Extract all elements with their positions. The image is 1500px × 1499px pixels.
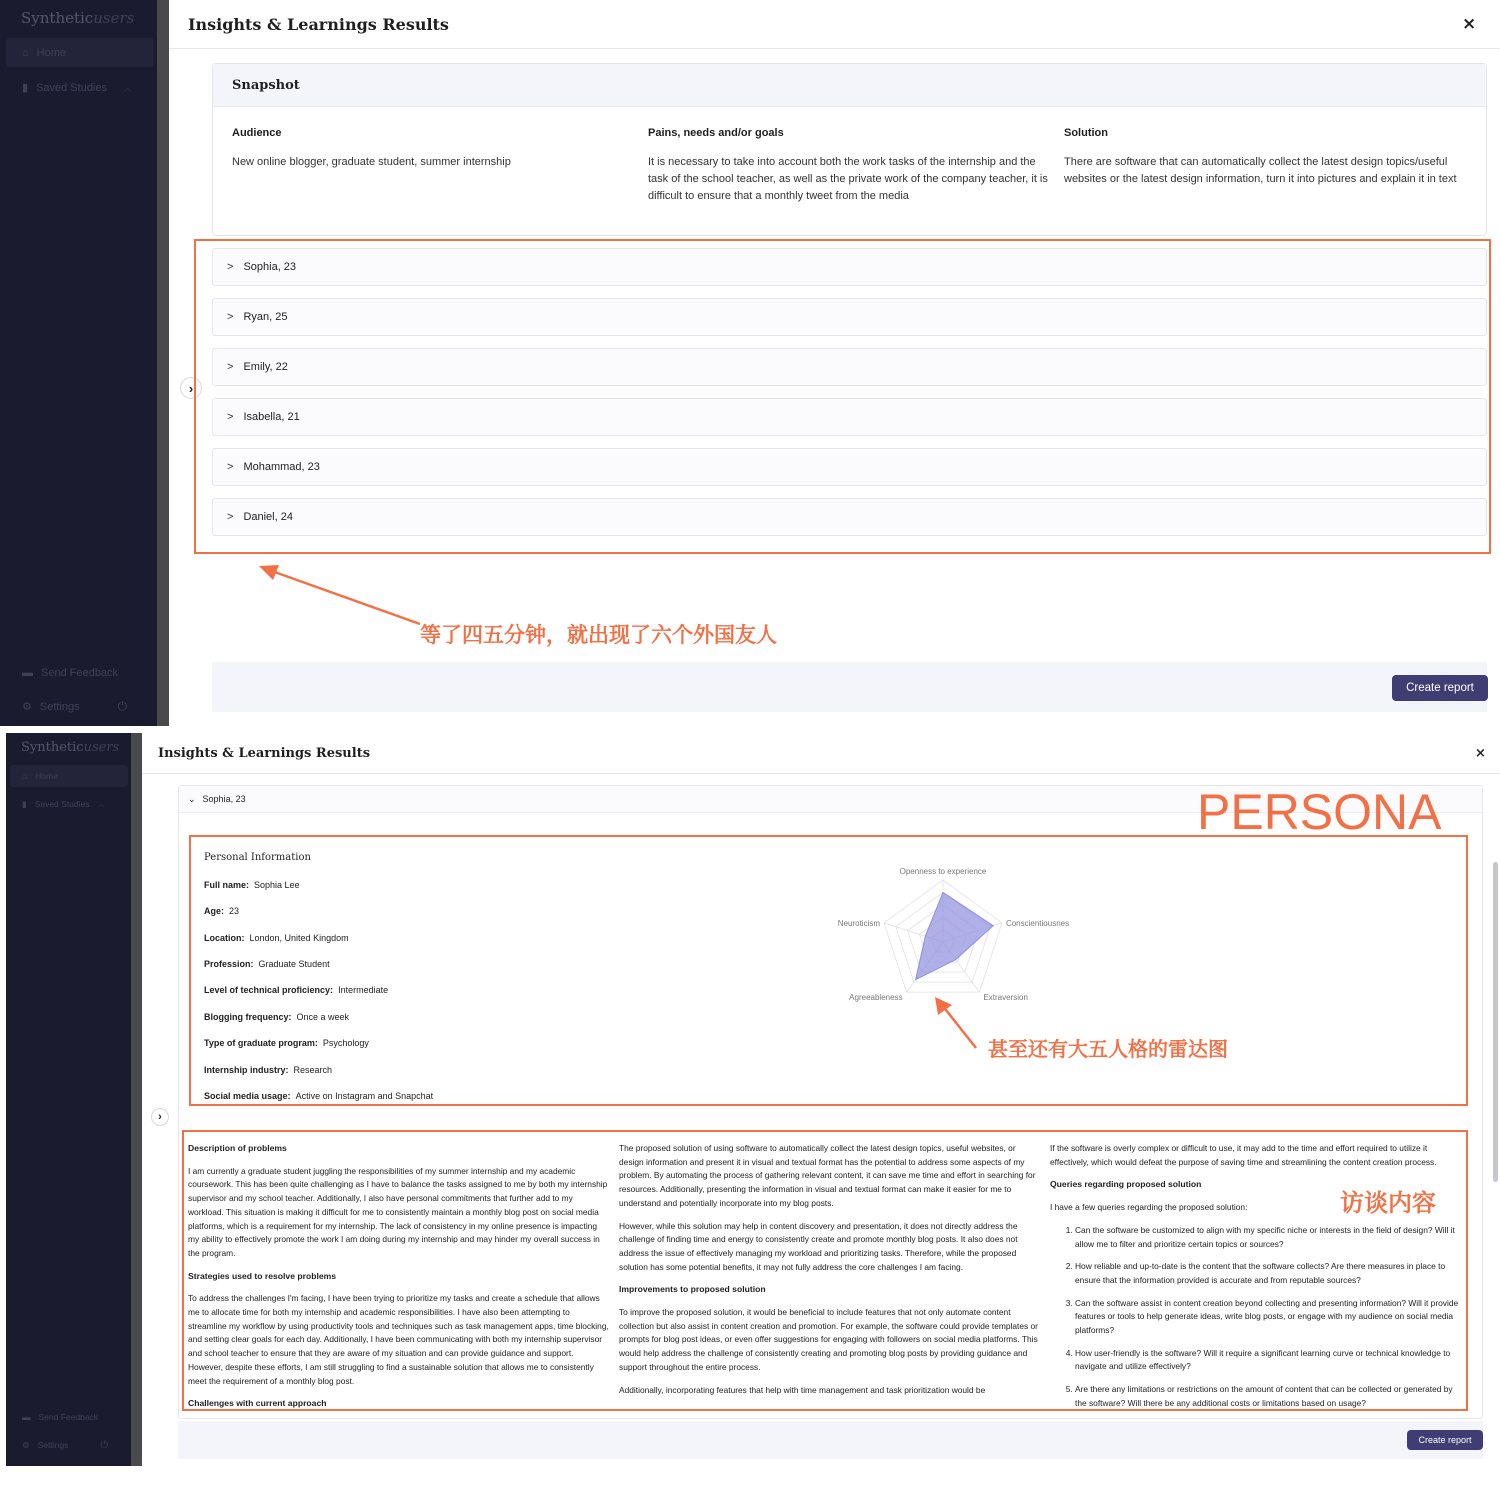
gear-icon: ⚙ [22,701,32,713]
create-report-button[interactable]: Create report [1407,1430,1483,1450]
sidebar-item-saved-studies[interactable] [10,793,128,815]
annotation-text-personas: 等了四五分钟，就出现了六个外国友人 [420,623,777,647]
chevron-down-icon: ⌄ [188,793,196,804]
home-icon: ⌂ [22,771,28,781]
snapshot-col-text: There are software that can automatically collect the latest design topics/useful websites or the latest design information, turn it into pictures and explain it in text [1064,156,1457,185]
section-heading: Strategies used to resolve problems [188,1270,337,1281]
radar-axis-label: Conscientiousnes [1005,918,1070,928]
info-label: Location: [204,933,245,943]
snapshot-col-text: It is necessary to take into account both the work tasks of the internship and the task of the school teacher, as well as the private work of the company teacher, it is difficult to ensure that a monthly tweet from the media [648,156,1048,202]
section-text: I am currently a graduate student juggling the responsibilities of my summer internship and my academic coursework. This has been quite challenging as I have to balance the tasks assigned to me by both my internship supervisor and my school teacher. Additionally, I also have personal commitments that further add to my workload. This situation is making it difficult for me to consistently maintain a monthly blog post on social media platforms, which is a requirement for my internship. The lack of consistency in my online presence is impacting my ability to effectively promote the work I am doing during my internship and may hinder my overall success in the program. [188,1165,608,1258]
logo: Syntheticusers [21,9,135,27]
bookmark-icon: ▮ [22,82,29,94]
footer-bar [212,662,1487,712]
sidebar-item-send-feedback[interactable] [10,1406,128,1428]
annotation-text-interview: 访谈内容 [1340,1183,1436,1218]
section-text: To address the challenges I'm facing, I have been trying to prioritize my tasks and create a schedule that allows me to allocate time for both my internship and academic responsibilities. I have also been attempting to streamline my workflow by using productivity tools and techniques such as task management apps, time blocking, and setting clear goals for each day. Additionally, I have been communicating with both my internship supervisor and school teacher to ensure that they are aware of my situation and can provide guidance and support. However, despite these efforts, I am still struggling to find a sustainable solution that allows me to consistently meet the requirement of a monthly blog post. [188,1293,609,1386]
bookmark-icon: ▮ [22,798,27,809]
info-value: Graduate Student [258,959,330,969]
persona-label: Sophia, 23 [202,794,246,804]
footer-bar [178,1421,1483,1459]
modal-backdrop-strip [131,733,142,1466]
persona-label: Ryan, 25 [243,311,288,323]
close-icon[interactable]: × [1475,746,1486,761]
info-label: Full name: [204,880,250,890]
persona-label: Isabella, 21 [243,411,300,423]
info-value: London, United Kingdom [249,933,349,943]
sidebar-item-label: Home [35,771,58,781]
section-heading: Improvements to proposed solution [619,1284,766,1295]
info-value: Psychology [322,1038,369,1048]
section-heading: Queries regarding proposed solution [1050,1179,1202,1190]
chevron-right-icon: > [227,261,234,273]
sidebar-item-settings[interactable] [10,1434,128,1456]
chevron-right-icon: > [227,511,234,523]
section-heading: Challenges with current approach [188,1398,327,1409]
info-value: 23 [229,906,240,916]
annotation-text-radar: 甚至还有大五人格的雷达图 [988,1037,1228,1061]
chevron-right-icon: > [227,311,234,323]
info-label: Profession: [204,959,254,969]
snapshot-col-text: New online blogger, graduate student, summer internship [232,156,511,168]
snapshot-solution [1064,127,1459,188]
top-screenshot [0,0,1500,726]
persona-label: Mohammad, 23 [243,461,320,473]
radar-axis-label: Extraversion [983,993,1028,1003]
modal-backdrop-strip [157,0,169,726]
info-label: Internship industry: [204,1065,289,1075]
section-text: I have a few queries regarding the proposed solution: [1050,1202,1248,1213]
chevron-right-icon: > [227,461,234,473]
page-title: Insights & Learnings Results [188,15,449,34]
sidebar-item-label: Saved Studies [34,799,90,809]
list-item: 4. How user-friendly is the software? Will it require a significant learning curve or technical knowledge to navigate and utilize effectively? [1075,1347,1464,1374]
power-icon[interactable]: ⏻ [117,699,128,713]
expand-sidebar-button[interactable]: › [180,377,202,399]
radar-axis-label: Agreeableness [849,993,903,1003]
annotation-text-persona: PERSONA [1197,784,1442,840]
sidebar-item-label: Settings [39,700,80,713]
persona-label: Emily, 22 [243,361,288,373]
gear-icon: ⚙ [22,1439,30,1450]
info-value: Research [293,1065,333,1075]
list-item: 2. How reliable and up-to-date is the content that the software collects? Are there measures in place to ensure that the information provided is accurate and from reputable sources? [1075,1260,1464,1287]
section-text: If the software is overly complex or difficult to use, it may add to the time and effort required to utilize it effectively, which would defeat the purpose of saving time and streamlining the content creation process. [1050,1143,1437,1167]
snapshot-col-title: Pains, needs and/or goals [648,127,784,139]
chat-icon: ▬ [22,666,33,679]
info-label: Level of technical proficiency: [204,985,334,995]
sidebar-item-label: Send Feedback [38,1412,99,1422]
chevron-up-icon: ︿ [97,801,105,808]
chevron-up-icon: ︿ [123,83,133,93]
section-text: The proposed solution of using software to automatically collect the latest design topics, useful websites, or design information and present it in visual and textual format has the potential to address some aspects of my problem. By automating the process of gathering relevant content, it can save me time and effort in searching for resources. Additionally, presenting the information in visual and textual format can make it easier for me to understand and potentially incorporate into my blog posts. [619,1143,1036,1208]
sidebar-item-label: Send Feedback [41,666,119,679]
section-text: Additionally, incorporating features that help with time management and task prioritization would be [619,1384,986,1395]
info-label: Age: [204,906,224,916]
info-value: Sophia Lee [254,880,300,890]
list-item: 3. Can the software assist in content creation beyond collecting and presenting information? Will it provide features or tools to help generate ideas, write blog posts, or engage with my audience on social media platforms? [1075,1297,1464,1338]
info-value: Once a week [296,1012,350,1022]
sidebar-item-home[interactable] [6,38,154,67]
divider [169,48,1500,49]
annotation-box-personas [194,239,1491,554]
info-value: Intermediate [338,985,389,995]
annotation-box-persona [189,835,1468,1106]
sidebar-item-settings[interactable] [6,692,154,721]
annotation-arrow [930,995,985,1055]
snapshot-card [212,63,1487,236]
radar-axis-label: Neuroticism [837,918,881,928]
persona-label: Daniel, 24 [243,511,293,523]
bottom-screenshot [0,727,1500,1499]
expand-sidebar-button[interactable]: › [151,1108,169,1126]
sidebar-item-home[interactable] [10,765,128,787]
sidebar-item-label: Home [36,46,66,59]
chat-icon: ▬ [22,1412,31,1422]
info-label: Type of graduate program: [204,1038,318,1048]
info-label: Blogging frequency: [204,1012,292,1022]
close-icon[interactable]: × [1462,14,1477,34]
snapshot-col-title: Solution [1064,127,1108,139]
divider [142,773,1500,774]
create-report-button[interactable]: Create report [1392,675,1488,701]
sidebar [6,733,131,1466]
sidebar-item-saved-studies[interactable] [6,73,154,102]
info-label: Social media usage: [204,1091,291,1101]
snapshot-pains [648,127,1048,205]
chevron-right-icon: > [227,411,234,423]
section-text: However, while this solution may help in content discovery and presentation, it does not directly address the challenge of finding time and energy to consistently create and promote monthly blog posts. It also does not address the issue of effectively managing my workload and prioritizing tasks. Therefore, while the proposed solution has some potential benefits, it may not fully address the core challenges I am facing. [619,1220,1018,1272]
sidebar [0,0,157,726]
logo: Syntheticusers [21,740,120,755]
persona-label: Sophia, 23 [243,261,297,273]
annotation-arrow [255,560,425,630]
chevron-right-icon: > [227,361,234,373]
radar-axis-label: Openness to experience [899,867,987,876]
section-text: To improve the proposed solution, it would be beneficial to include features that not only automate content collection but also assist in content creation and promotion. For example, the software could provide templates or prompts for blog post ideas, or even offer suggestions for engaging with followers on social media platforms. This would help address the challenge of consistently creating and promoting blog posts by providing guidance and support throughout the entire process. [619,1307,1038,1372]
home-icon: ⌂ [22,46,29,59]
list-item: 5. Are there any limitations or restrictions on the amount of content that can be collected or generated by the software? Will there be any additional costs or limitations based on usage? [1075,1383,1464,1410]
snapshot-heading: Snapshot [213,64,1486,107]
power-icon[interactable]: ⏻ [100,1439,109,1451]
info-value: Active on Instagram and Snapchat [295,1091,434,1101]
personal-info-heading: Personal Information [204,852,311,863]
list-item: 1. Can the software be customized to align with my specific niche or interests in the field of design? Will it allow me to filter and prioritize certain topics or sources? [1075,1224,1464,1251]
sidebar-item-send-feedback[interactable] [6,658,154,687]
annotation-box-interview [182,1130,1468,1411]
section-heading: Description of problems [188,1143,287,1153]
sidebar-item-label: Settings [37,1440,69,1450]
snapshot-col-title: Audience [232,127,282,139]
scrollbar[interactable] [1493,862,1498,1182]
sidebar-item-label: Saved Studies [36,81,107,94]
page-title: Insights & Learnings Results [158,746,371,761]
snapshot-audience [232,127,632,171]
